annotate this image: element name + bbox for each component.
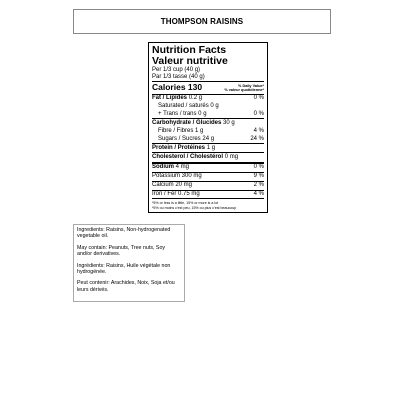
saturated-label: Saturated / saturés 0 g [158,103,219,110]
carbohydrate-amount: 30 g [223,119,235,126]
serving-size-fr: Par 1/3 tasse (40 g) [152,74,205,80]
ingredients-fr: Ingrédients: Raisins, Huile végétale non hydrogénée. [77,262,171,276]
potassium-dv: 9 % [253,173,264,180]
sugars-label: Sugars / Sucres 24 g [158,135,215,142]
fat-amount: 0.2 g [188,95,203,102]
cholesterol-label: Cholesterol / Cholestérol [152,153,224,160]
calcium-dv: 2 % [253,182,264,189]
calcium-row [152,182,264,190]
nutrition-facts-panel [148,42,268,213]
protein-label: Protein / Protéines [152,144,206,151]
fibre-row [152,127,264,135]
sugars-dv: 24 % [250,135,264,142]
ingredients-en: Ingredients: Raisins, Non-hydrogenated vegetable oil. [77,227,171,240]
potassium-label: Potassium 300 mg [152,173,202,180]
saturated-row [152,103,264,111]
fibre-label: Fibre / Fibres 1 g [158,127,204,134]
cholesterol-amount: 0 mg [224,153,239,160]
iron-label: Iron / Fer 0.75 mg [152,191,200,198]
iron-dv: 4 % [253,191,264,198]
product-title-box [73,9,331,34]
fat-row [152,95,264,103]
iron-row [152,191,264,199]
may-contain-fr: Peut contenir: Arachides, Noix, Soja et/ou leurs dérivés. [77,280,175,293]
calories-row [152,82,264,94]
trans-dv: 0 % [253,111,264,118]
cholesterol-row [152,153,264,161]
sugars-row [152,135,264,143]
fat-label: Fat / Lipides [152,95,188,102]
daily-value-footnote [152,199,264,210]
carbohydrate-label: Carbohydrate / Glucides [152,119,222,126]
fat-dv: 0 % [253,95,264,102]
footnote-en: *5% or less is a little, 15% or more is a lot [152,201,219,206]
daily-value-header-fr: % valeur quotidienne* [224,88,264,93]
protein-row [152,144,264,152]
product-name: THOMPSON RAISINS [160,17,244,26]
serving-size-en: Per 1/3 cup (40 g) [152,67,201,73]
trans-label: + Trans / trans 0 g [158,111,207,118]
sodium-amount: 4 mg [175,164,190,171]
ingredients-box [73,224,185,302]
may-contain-en: May contain: Peanuts, Tree nuts, Soy and/or derivatives. [77,244,166,258]
daily-value-header-en: % Daily Value* [238,83,264,88]
nutrition-heading-fr: Valeur nutritive [152,55,228,67]
fibre-dv: 4 % [253,127,264,134]
protein-amount: 1 g [206,144,216,151]
footnote-fr: *5% ou moins c'est peu, 15% ou plus c'est beaucoup [152,205,237,210]
sodium-label: Sodium [152,164,174,171]
sodium-dv: 0 % [253,164,264,171]
calcium-label: Calcium 20 mg [152,182,193,189]
nutrition-heading-en: Nutrition Facts [152,44,227,56]
sodium-row [152,164,264,172]
potassium-row [152,173,264,181]
carbohydrate-row [152,119,264,127]
calories-label: Calories 130 [152,82,203,92]
trans-row [152,111,264,119]
